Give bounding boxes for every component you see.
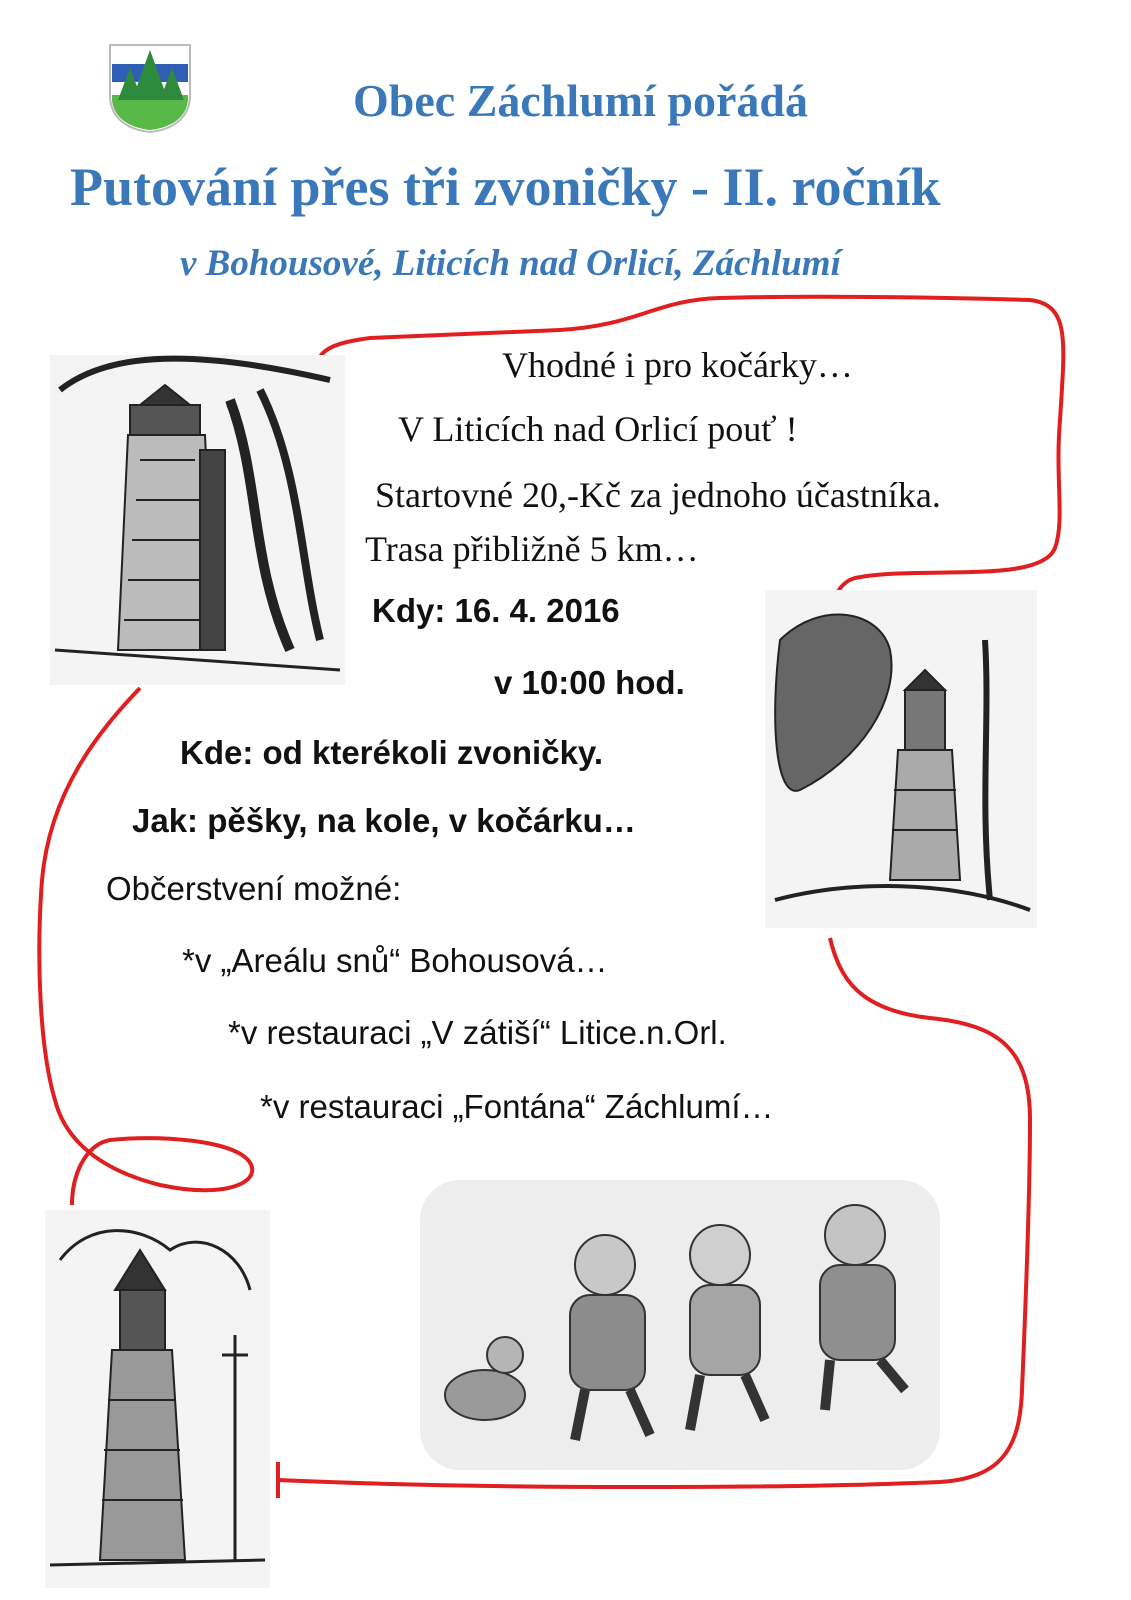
hikers-illustration [420,1180,940,1470]
belfry-illustration-bottom-left [45,1210,270,1588]
refreshments-heading: Občerstvení možné: [106,870,402,907]
refreshment-item: *v „Areálu snů“ Bohousová… [182,942,608,979]
travel-modes: Jak: pěšky, na kole, v kočárku… [132,802,636,839]
entry-fee: Startovné 20,-Kč za jednoho účastníka. [375,475,941,515]
belfry-illustration-top-left [50,355,345,685]
event-place: Kde: od kterékoli zvoničky. [180,734,604,771]
event-date: Kdy: 16. 4. 2016 [372,592,620,629]
fair-note: V Liticích nad Orlicí pouť ! [398,409,798,449]
organizer-heading: Obec Záchlumí pořádá [353,75,808,126]
refreshment-item: *v restauraci „V zátiší“ Litice.n.Orl. [228,1014,727,1051]
belfry-illustration-right [765,590,1037,928]
route-length: Trasa přibližně 5 km… [365,529,699,569]
refreshment-item: *v restauraci „Fontána“ Záchlumí… [260,1088,774,1125]
event-time: v 10:00 hod. [494,664,685,701]
event-locations: v Bohousové, Liticích nad Orlicí, Záchlumí [180,243,841,284]
event-title: Putování přes tři zvoničky - II. ročník [70,157,941,217]
stroller-note: Vhodné i pro kočárky… [502,345,853,385]
